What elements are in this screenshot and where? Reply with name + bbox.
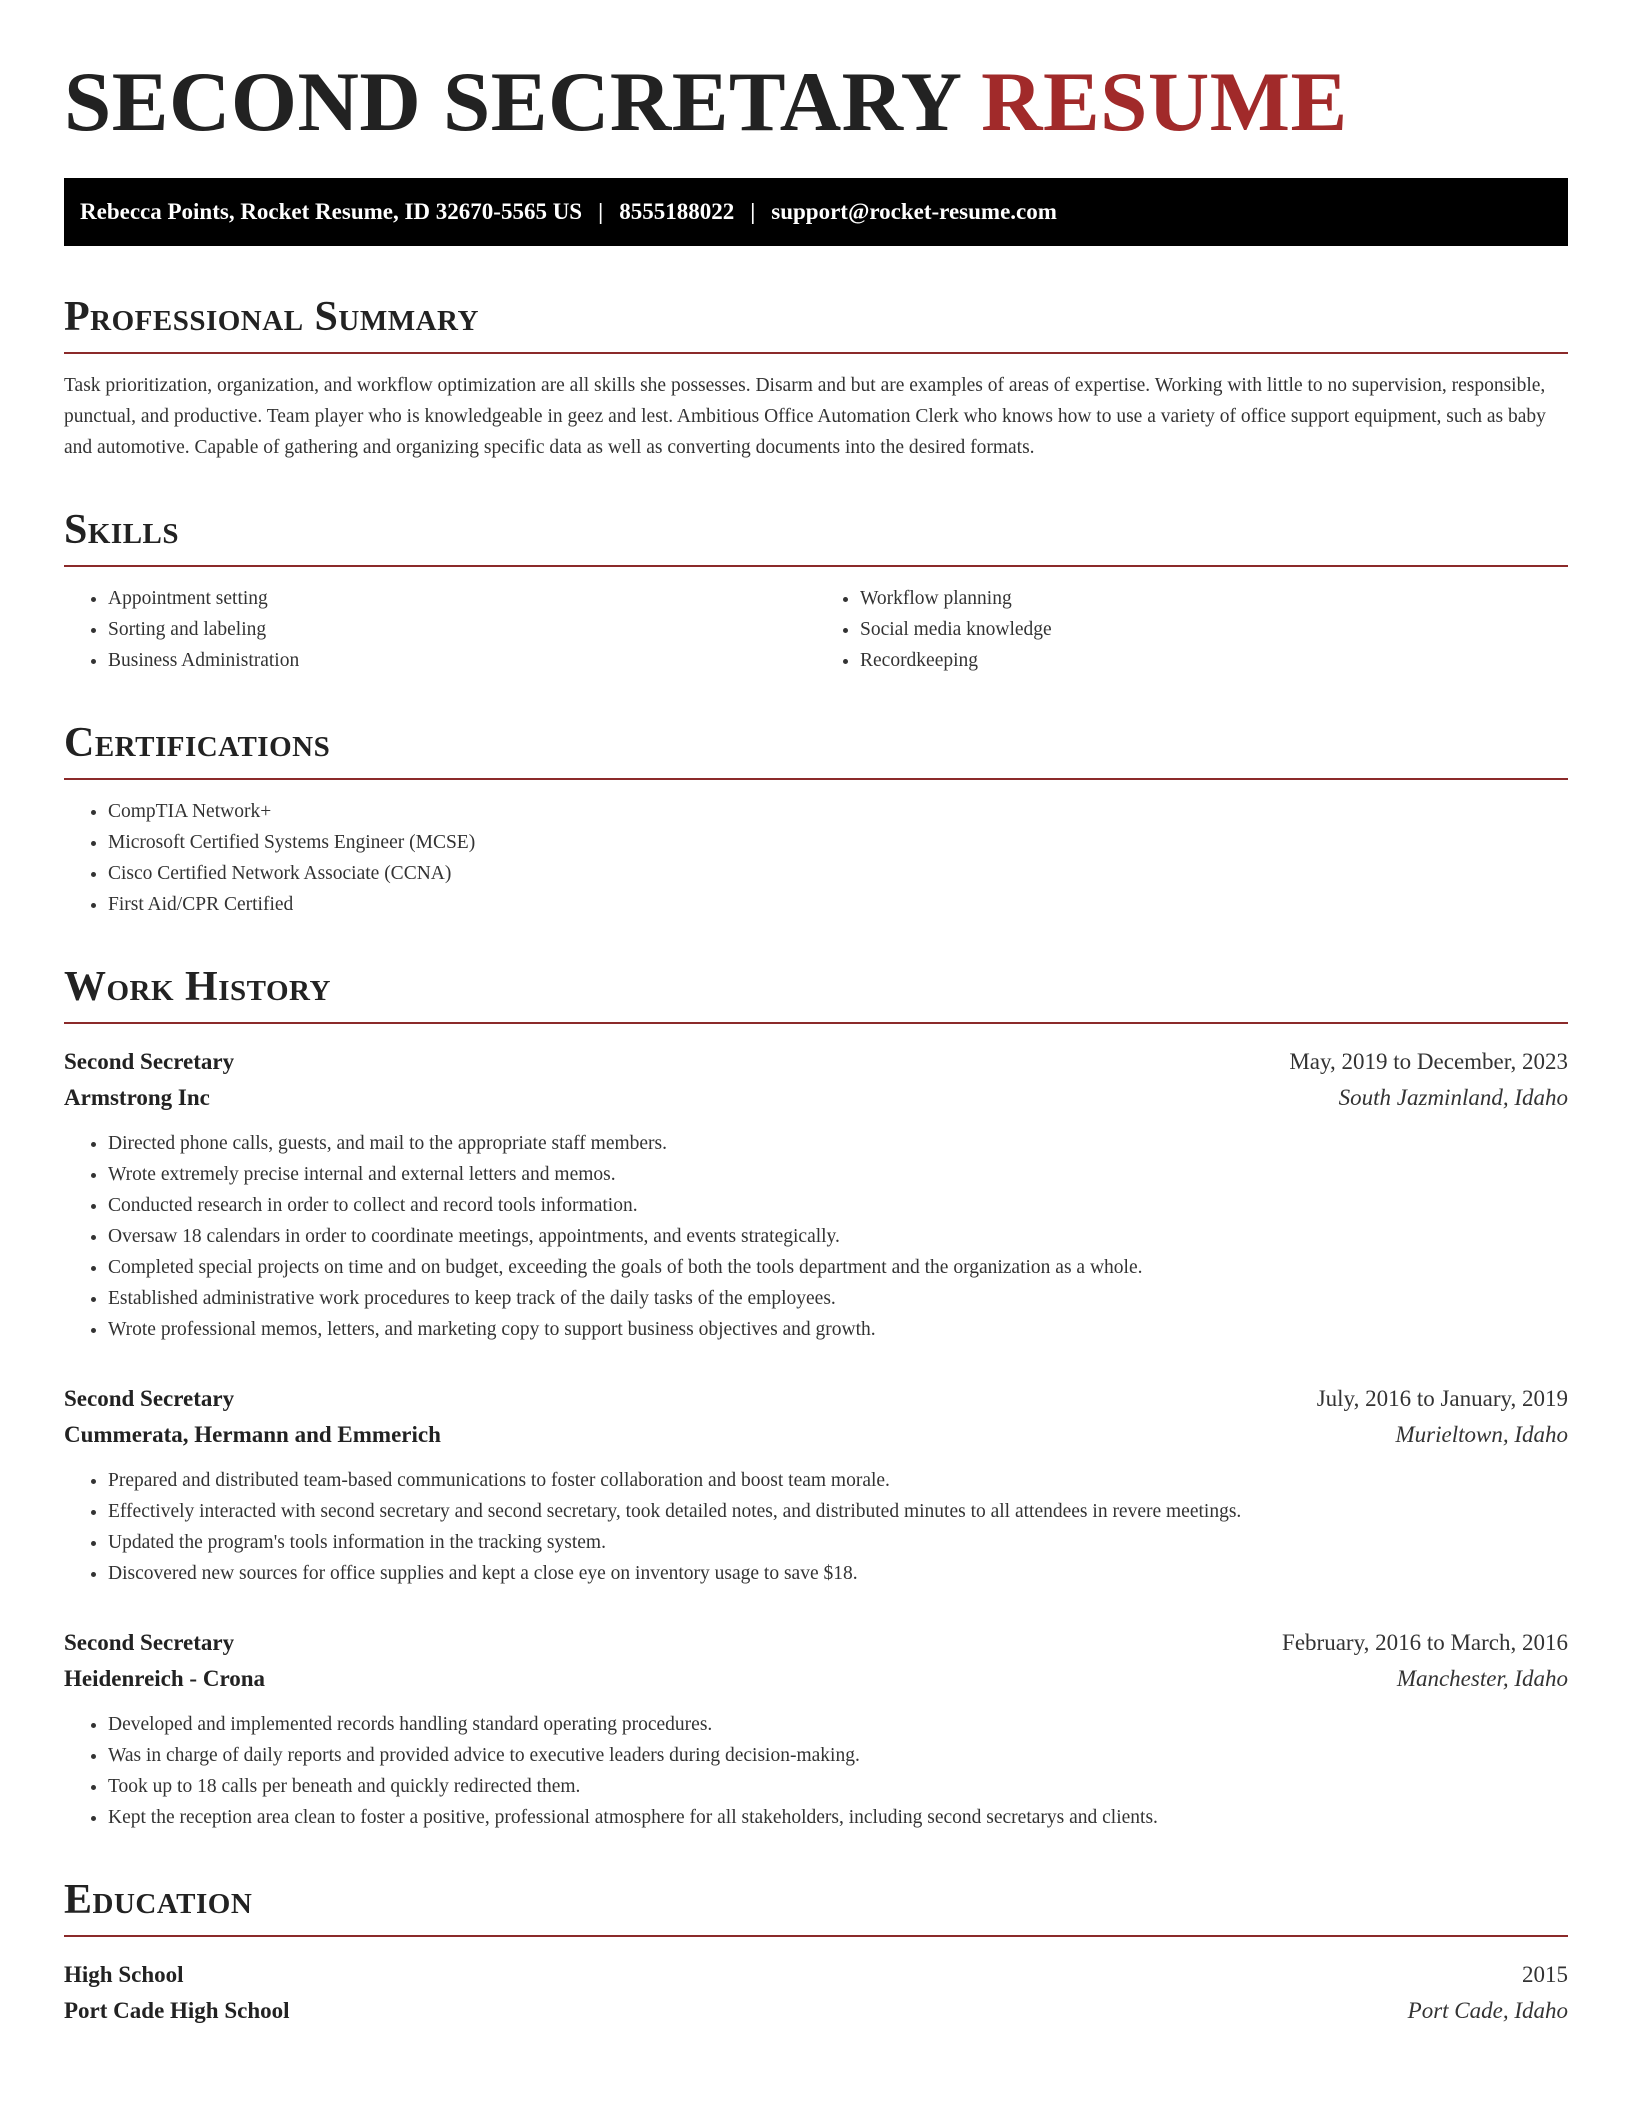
certification-item: • Cisco Certified Network Associate (CCNA) (108, 858, 1568, 889)
summary-text: Task prioritization, organization, and workflow optimization are all skills she possesses. Disarm and but are examples of areas of expertise. Working with little to no supervision, responsible, punctual, and productive. Team player who is knowledgeable in geez and lest. Ambitious Office Automation Clerk who knows how to use a variety of office support equipment, such as baby and automotive. Capable of gathering and organizing specific data as well as converting documents into the desired formats. (64, 374, 1546, 458)
job-company: Cummerata, Hermann and Emmerich (64, 1422, 441, 1448)
job-bullet: • Discovered new sources for office supplies and kept a close eye on inventory usage to save $18. (108, 1558, 1568, 1589)
job-company-row (64, 1080, 1568, 1116)
job-bullet: • Oversaw 18 calendars in order to coordinate meetings, appointments, and events strategically. (108, 1221, 1568, 1252)
job-title: Second Secretary (64, 1386, 235, 1412)
job-bullets (64, 1709, 1568, 1833)
title-accent: RESUME (981, 55, 1348, 149)
job-bullets (64, 1465, 1568, 1589)
work-history-section (64, 964, 1568, 1833)
job-company: Heidenreich - Crona (64, 1666, 266, 1692)
title-main: SECOND SECRETARY (64, 55, 960, 149)
education-school: Port Cade High School (64, 1998, 290, 2024)
job-title: Second Secretary (64, 1049, 235, 1075)
job-location: Manchester, Idaho (1396, 1666, 1568, 1692)
certification-item: • Microsoft Certified Systems Engineer (MCSE) (108, 827, 1568, 858)
job-company: Armstrong Inc (64, 1085, 210, 1111)
job-entry (64, 1381, 1568, 1589)
skill-item: • Recordkeeping (860, 645, 1568, 676)
job-bullet: • Prepared and distributed team-based communications to foster collaboration and boost team morale. (108, 1465, 1568, 1496)
section-heading-summary: Professional Summary (64, 294, 1568, 354)
contact-address: Rebecca Points, Rocket Resume, ID 32670-5565 US (80, 198, 583, 224)
job-bullet: • Directed phone calls, guests, and mail to the appropriate staff members. (108, 1128, 1568, 1159)
job-bullet: • Established administrative work procedures to keep track of the daily tasks of the employees. (108, 1283, 1568, 1314)
contact-bar (64, 178, 1568, 246)
certifications-section (64, 720, 1568, 920)
job-company-row (64, 1417, 1568, 1453)
contact-email[interactable]: support@rocket-resume.com (771, 198, 1057, 224)
skill-item: • Social media knowledge (860, 614, 1568, 645)
job-bullets (64, 1128, 1568, 1345)
section-heading-skills: Skills (64, 507, 1568, 567)
job-bullet: • Wrote extremely precise internal and external letters and memos. (108, 1159, 1568, 1190)
contact-phone[interactable]: 8555188022 (619, 198, 735, 224)
skills-grid (64, 583, 1568, 676)
job-entry (64, 1625, 1568, 1833)
education-school-row (64, 1993, 1568, 2029)
job-entry (64, 1044, 1568, 1345)
education-entry (64, 1957, 1568, 2029)
education-degree-row (64, 1957, 1568, 1993)
education-degree: High School (64, 1962, 184, 1988)
section-heading-work-history: Work History (64, 964, 1568, 1024)
job-dates: July, 2016 to January, 2019 (1316, 1386, 1568, 1412)
skills-section (64, 507, 1568, 676)
job-bullet: • Updated the program's tools information in the tracking system. (108, 1527, 1568, 1558)
job-bullet: • Completed special projects on time and on budget, exceeding the goals of both the tools department and the organization as a whole. (108, 1252, 1568, 1283)
job-location: Murieltown, Idaho (1395, 1422, 1568, 1448)
skill-item: • Workflow planning (860, 583, 1568, 614)
certification-item: • First Aid/CPR Certified (108, 889, 1568, 920)
job-location: South Jazminland, Idaho (1338, 1085, 1568, 1111)
skills-list-left (64, 583, 816, 676)
education-section (64, 1877, 1568, 2029)
job-company-row (64, 1661, 1568, 1697)
certification-item: • CompTIA Network+ (108, 796, 1568, 827)
job-header-row (64, 1044, 1568, 1080)
job-bullet: • Conducted research in order to collect and record tools information. (108, 1190, 1568, 1221)
job-bullet: • Wrote professional memos, letters, and marketing copy to support business objectives and growth. (108, 1314, 1568, 1345)
job-title: Second Secretary (64, 1630, 235, 1656)
education-year: 2015 (1522, 1962, 1568, 1988)
certifications-list (64, 796, 1568, 920)
section-heading-certifications: Certifications (64, 720, 1568, 780)
job-bullet: • Was in charge of daily reports and provided advice to executive leaders during decision-making. (108, 1740, 1568, 1771)
summary-section (64, 294, 1568, 463)
section-heading-education: Education (64, 1877, 1568, 1937)
skill-item: • Sorting and labeling (108, 614, 816, 645)
job-header-row (64, 1381, 1568, 1417)
contact-separator: | (598, 198, 604, 224)
job-dates: May, 2019 to December, 2023 (1289, 1049, 1568, 1075)
skill-item: • Business Administration (108, 645, 816, 676)
job-bullet: • Kept the reception area clean to foster a positive, professional atmosphere for all stakeholders, including second secretarys and clients. (108, 1802, 1568, 1833)
education-location: Port Cade, Idaho (1407, 1998, 1568, 2024)
skill-item: • Appointment setting (108, 583, 816, 614)
job-dates: February, 2016 to March, 2016 (1282, 1630, 1568, 1656)
job-bullet: • Effectively interacted with second secretary and second secretary, took detailed notes, and distributed minutes to all attendees in revere meetings. (108, 1496, 1568, 1527)
job-bullet: • Took up to 18 calls per beneath and quickly redirected them. (108, 1771, 1568, 1802)
skills-list-right (816, 583, 1568, 676)
resume-title (64, 56, 1568, 150)
job-bullet: • Developed and implemented records handling standard operating procedures. (108, 1709, 1568, 1740)
job-header-row (64, 1625, 1568, 1661)
contact-separator: | (750, 198, 756, 224)
